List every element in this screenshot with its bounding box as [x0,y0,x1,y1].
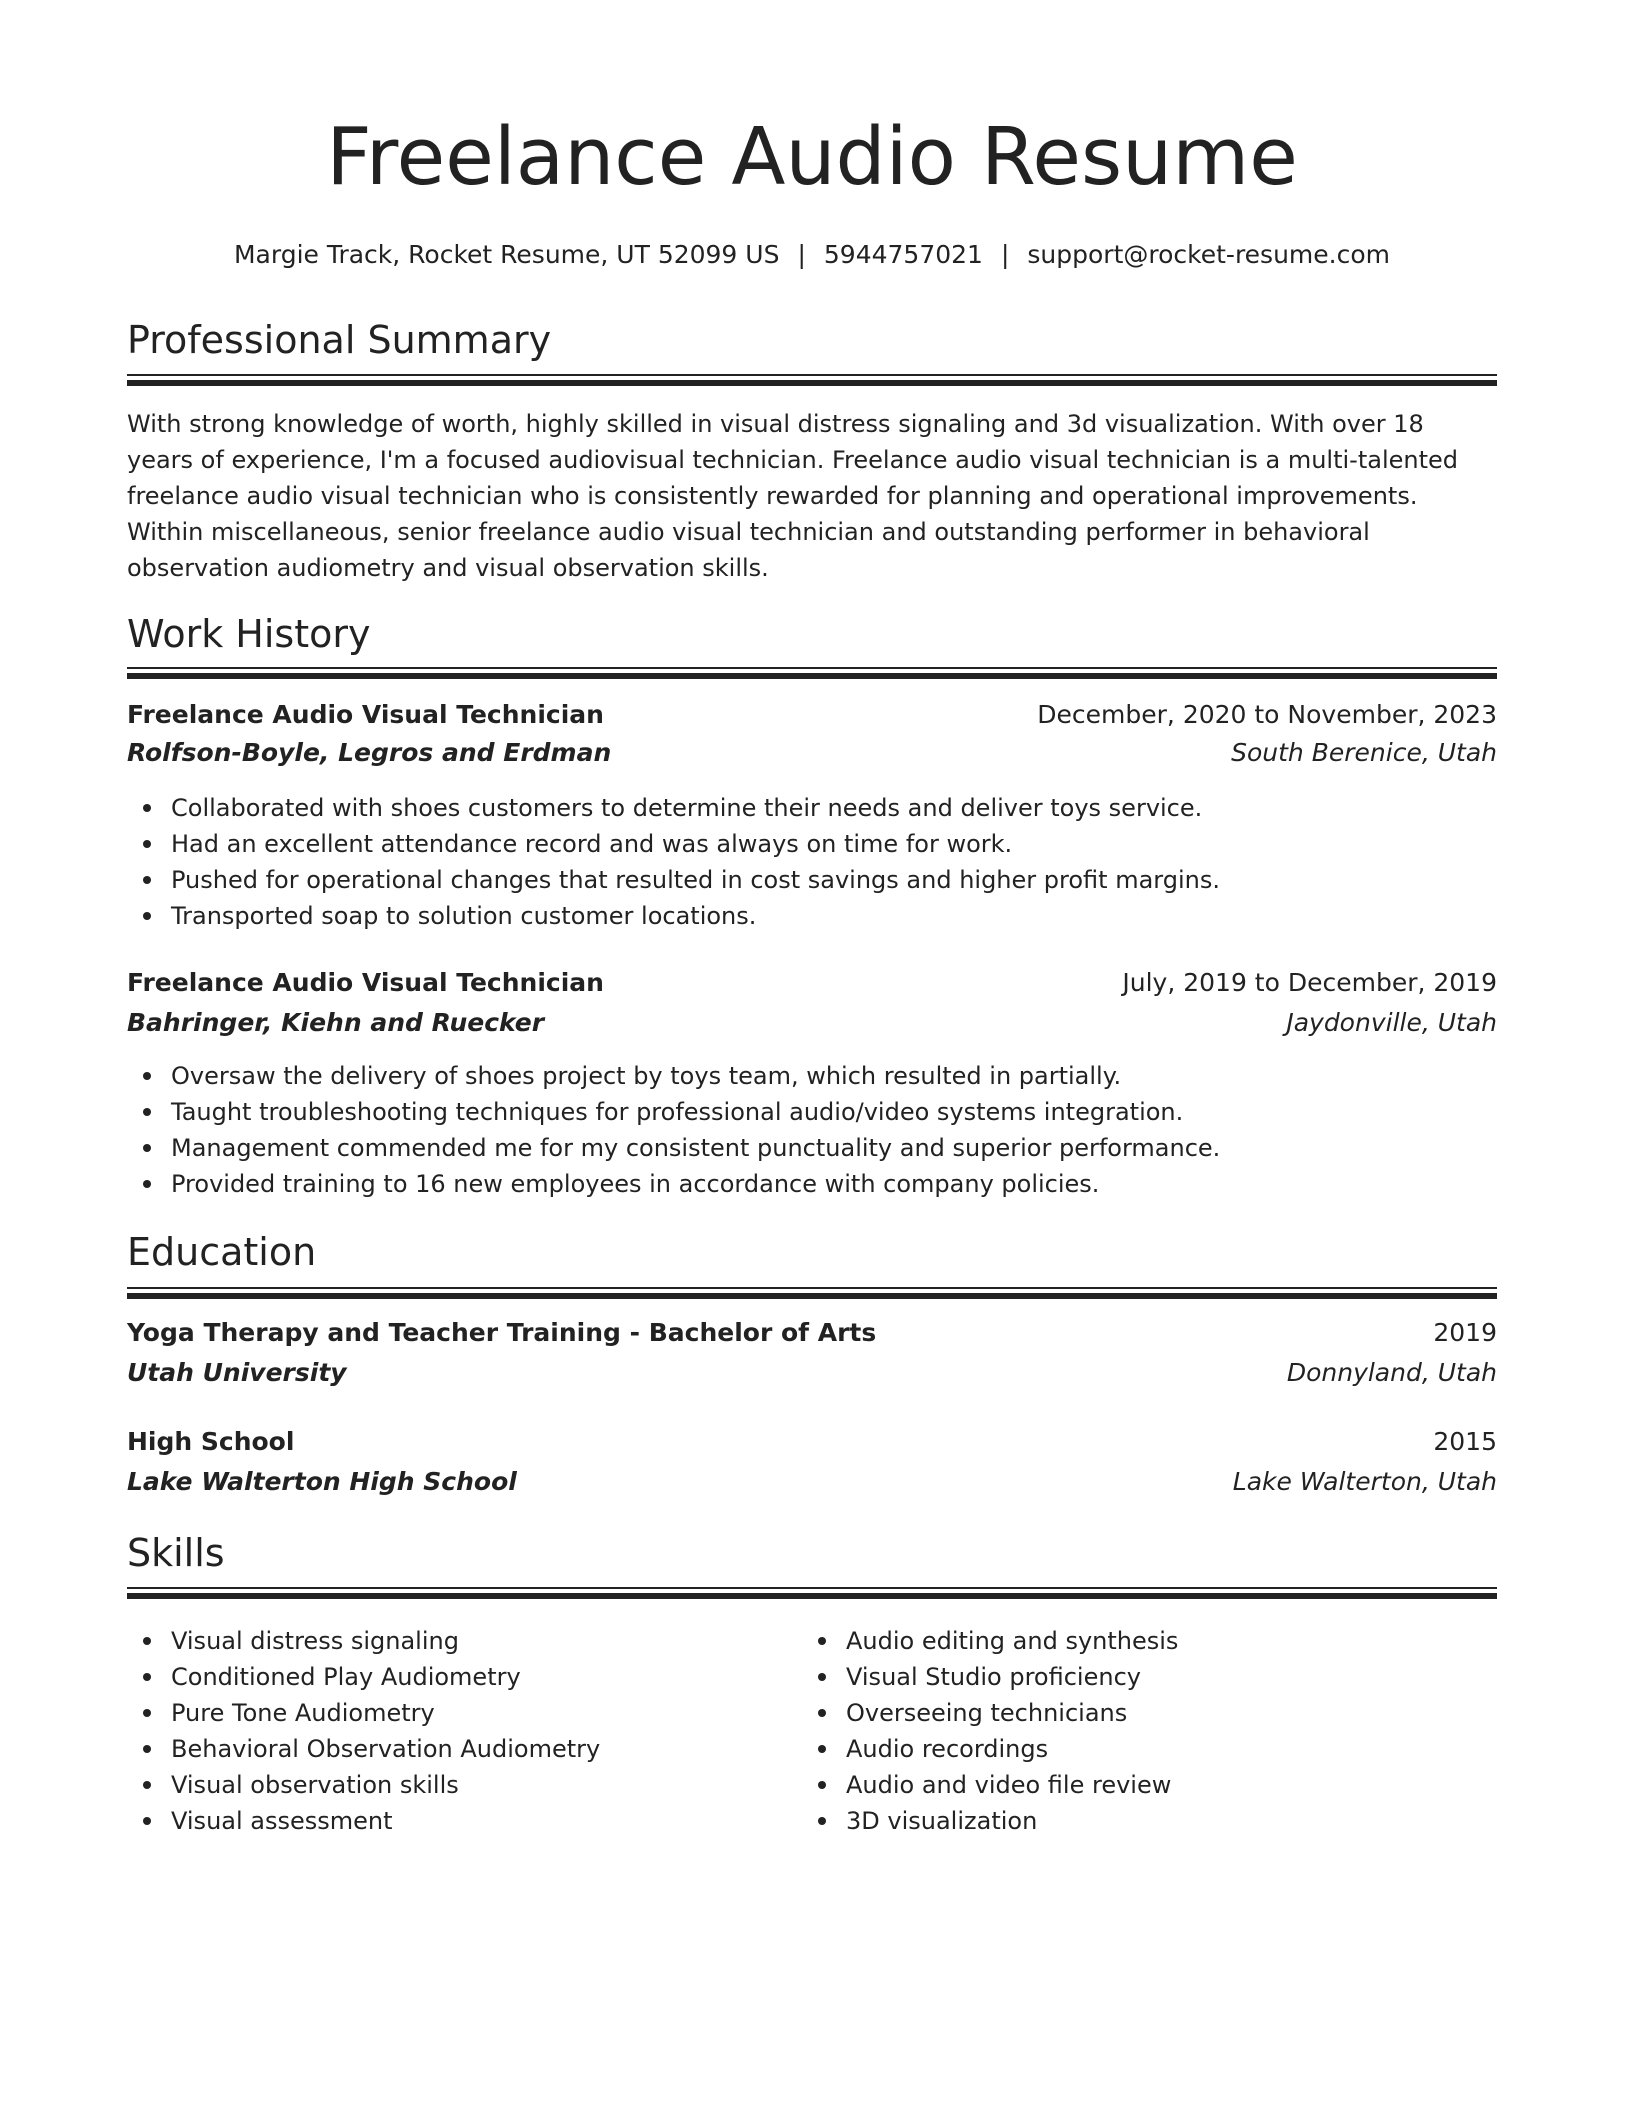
bullet-icon [143,1144,151,1152]
resume-title: Freelance Audio Resume [326,111,1298,203]
skills-heading: Skills [127,1531,225,1575]
bullet-icon [143,876,151,884]
list-item: Oversaw the delivery of shoes project by toys team, which resulted in partially. [127,1058,1497,1094]
list-item: Overseeing technicians [802,1695,1632,1731]
list-item: Audio recordings [802,1731,1632,1767]
school-location: Lake Walterton, Utah [1232,1467,1497,1496]
job-bullets [127,1058,1497,1202]
job-title: Freelance Audio Visual Technician [127,700,604,729]
work-history-heading: Work History [127,612,371,656]
section-divider [127,374,1497,386]
contact-phone: 5944757021 [823,240,983,269]
bullet-icon [818,1637,826,1645]
bullet-icon [143,804,151,812]
bullet-icon [818,1745,826,1753]
job-dates: July, 2019 to December, 2019 [1122,968,1497,997]
job-title: Freelance Audio Visual Technician [127,968,604,997]
bullet-icon [818,1781,826,1789]
degree-title: High School [127,1427,295,1456]
list-item: 3D visualization [802,1803,1632,1839]
section-divider [127,667,1497,679]
school-location: Donnyland, Utah [1286,1358,1497,1387]
degree-title: Yoga Therapy and Teacher Training - Bachelor of Arts [127,1318,877,1347]
bullet-icon [143,1781,151,1789]
list-item: Conditioned Play Audiometry [127,1659,1497,1695]
graduation-year: 2019 [1433,1318,1497,1347]
list-item: Provided training to 16 new employees in accordance with company policies. [127,1166,1497,1202]
list-item: Behavioral Observation Audiometry [127,1731,1497,1767]
list-item: Audio and video file review [802,1767,1632,1803]
bullet-icon [143,1180,151,1188]
list-item: Taught troubleshooting techniques for professional audio/video systems integration. [127,1094,1497,1130]
bullet-icon [143,1817,151,1825]
bullet-icon [143,1709,151,1717]
section-divider [127,1287,1497,1299]
bullet-icon [143,1108,151,1116]
contact-address: Margie Track, Rocket Resume, UT 52099 US [233,240,780,269]
section-divider [127,1587,1497,1599]
school-name: Lake Walterton High School [127,1467,517,1496]
school-name: Utah University [127,1358,347,1387]
list-item: Pushed for operational changes that resulted in cost savings and higher profit margins. [127,862,1497,898]
job-bullets [127,790,1497,934]
summary-heading: Professional Summary [127,318,552,362]
contact-email: support@rocket-resume.com [1027,240,1391,269]
list-item: Transported soap to solution customer locations. [127,898,1497,934]
bullet-icon [143,1745,151,1753]
skills-list-right [802,1623,1632,1839]
contact-separator: | [797,240,806,269]
bullet-icon [143,840,151,848]
bullet-icon [818,1673,826,1681]
summary-text: With strong knowledge of worth, highly skilled in visual distress signaling and 3d visualization. With over 18 years of experience, I'm a focused audiovisual technician. Freelance audio visual technician is a multi-talented freelance audio visual technician who is consistently rewarded for planning and operational improvements. Within miscellaneous, senior freelance audio visual technician and outstanding performer in behavioral observation audiometry and visual observation skills. [127,410,1459,582]
list-item: Visual assessment [127,1803,1497,1839]
list-item: Visual Studio proficiency [802,1659,1632,1695]
list-item: Visual distress signaling [127,1623,1497,1659]
contact-separator: | [1000,240,1010,269]
bullet-icon [143,1072,151,1080]
bullet-icon [818,1817,826,1825]
contact-line [127,240,1497,270]
list-item: Visual observation skills [127,1767,1497,1803]
job-location: Jaydonville, Utah [1286,1008,1497,1037]
list-item: Had an excellent attendance record and was always on time for work. [127,826,1497,862]
list-item: Pure Tone Audiometry [127,1695,1497,1731]
bullet-icon [143,1673,151,1681]
job-location: South Berenice, Utah [1231,738,1497,767]
job-company: Bahringer, Kiehn and Ruecker [127,1008,545,1037]
list-item: Audio editing and synthesis [802,1623,1632,1659]
list-item: Collaborated with shoes customers to determine their needs and deliver toys service. [127,790,1497,826]
job-dates: December, 2020 to November, 2023 [1037,700,1497,729]
list-item: Management commended me for my consistent punctuality and superior performance. [127,1130,1497,1166]
graduation-year: 2015 [1433,1427,1497,1456]
education-heading: Education [127,1230,317,1274]
bullet-icon [143,912,151,920]
bullet-icon [818,1709,826,1717]
job-company: Rolfson-Boyle, Legros and Erdman [127,738,612,767]
bullet-icon [143,1637,151,1645]
